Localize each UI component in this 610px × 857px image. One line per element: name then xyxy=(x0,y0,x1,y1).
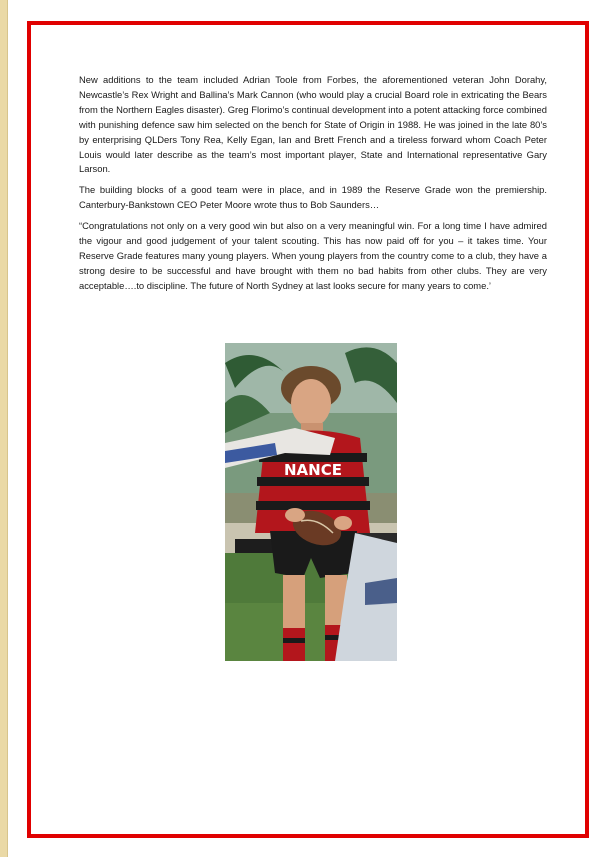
left-margin-strip xyxy=(0,0,8,857)
document-body xyxy=(79,73,547,300)
rugby-player-photo xyxy=(225,343,397,661)
paragraph-2: The building blocks of a good team were in place, and in 1989 the Reserve Grade won the premiership. Canterbury-Bankstown CEO Peter Moore wrote thus to Bob Saunders… xyxy=(79,184,547,211)
paragraph-1: New additions to the team included Adrian Toole from Forbes, the aforementioned veteran John Dorahy, Newcastle’s Rex Wright and Ballina’s Mark Cannon (who would play a crucial Board role in extricating the Bears from the Northern Eagles disaster). Greg Florimo’s continual development into a potent attacking force combined with punishing defence saw him selected on the bench for State of Origin in 1988. He was joined in the late 80’s by enterprising QLDers Tony Rea, Kelly Egan, Ian and Brett French and a tireless forward whom Coach Peter Louis would later describe as the team’s most important player, State and International representative Gary Larson. xyxy=(79,74,547,175)
page-frame xyxy=(27,21,589,838)
paragraph-3-quote: “Congratulations not only on a very good win but also on a very meaningful win. For a long time I have admired the vigour and good judgement of your talent scouting. This has now paid off for you – it takes time. Your Reserve Grade features many young players. When young players from the country come to a club, they have a strong desire to be successful and have brought with them no bad habits from other clubs. They are very acceptable….to discipline. The future of North Sydney at last looks secure for many years to come.’ xyxy=(79,220,547,291)
jersey-lettering: NANCE xyxy=(284,461,342,479)
